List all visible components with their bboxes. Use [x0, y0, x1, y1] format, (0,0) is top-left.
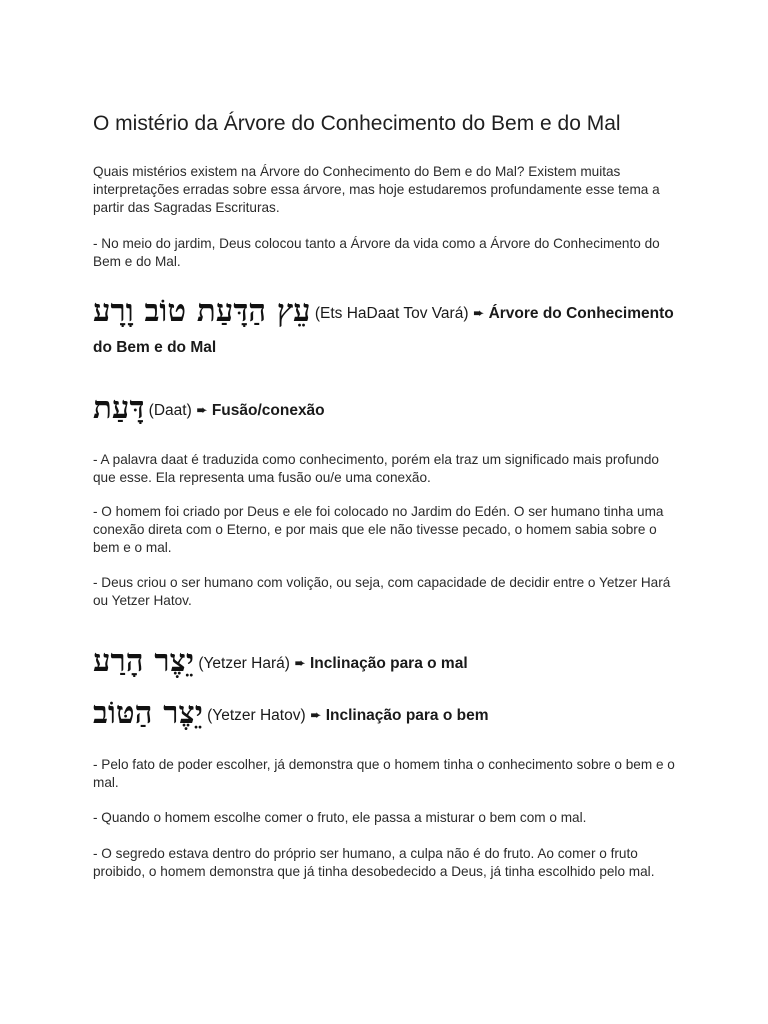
- hebrew-ets-hadaat: עֵץ הַדָּעַת טוֹב וָרָע: [93, 293, 311, 329]
- hebrew-daat: דָּעַת: [93, 390, 145, 426]
- page-title: O mistério da Árvore do Conhecimento do Bem e do Mal: [93, 112, 621, 135]
- arrow-icon: ➨: [473, 306, 484, 320]
- volicao-paragraph: - Deus criou o ser humano com volição, ou seja, com capacidade de decidir entre o Yetzer Hará ou Yetzer Hatov.: [93, 575, 671, 608]
- escolher-paragraph: - Pelo fato de poder escolher, já demonstra que o homem tinha o conhecimento sobre o bem e o mal.: [93, 757, 675, 790]
- term-daat: [93, 390, 693, 426]
- meaning-ets-hadaat: Árvore do Conhecimento do Bem e do Mal: [93, 305, 674, 356]
- translit-daat: (Daat): [148, 402, 192, 419]
- term-yetzer-hatov: [93, 695, 693, 731]
- hebrew-yetzer-hatov: יֵצֶר הַטּוֹב: [93, 695, 203, 731]
- daat-paragraph: - A palavra daat é traduzida como conhecimento, porém ela traz um significado mais profundo que esse. Ela representa uma fusão ou/e uma conexão.: [93, 452, 659, 485]
- translit-ets-hadaat: (Ets HaDaat Tov Vará): [314, 305, 469, 322]
- segredo-paragraph: - O segredo estava dentro do próprio ser humano, a culpa não é do fruto. Ao comer o fruto proibido, o homem demonstra que já tinha desobedecido a Deus, já tinha escolhido pelo mal.: [93, 846, 655, 879]
- meaning-daat: Fusão/conexão: [211, 402, 325, 419]
- arrow-icon: ➨: [196, 403, 207, 417]
- arrow-icon: ➨: [310, 708, 321, 722]
- meaning-yetzer-hara: Inclinação para o mal: [309, 655, 468, 672]
- garden-paragraph: - No meio do jardim, Deus colocou tanto a Árvore da vida como a Árvore do Conhecimento do Bem e do Mal.: [93, 236, 660, 269]
- term-ets-hadaat: [93, 294, 693, 365]
- intro-paragraph: Quais mistérios existem na Árvore do Conhecimento do Bem e do Mal? Existem muitas interpretações erradas sobre essa árvore, mas hoje estudaremos profundamente esse tema a partir das Sagradas Escrituras.: [93, 164, 660, 215]
- arrow-icon: ➨: [294, 656, 305, 670]
- term-yetzer-hara: [93, 643, 693, 679]
- meaning-yetzer-hatov: Inclinação para o bem: [325, 707, 489, 724]
- homem-paragraph: - O homem foi criado por Deus e ele foi colocado no Jardim do Edén. O ser humano tinha uma conexão direta com o Eterno, e por mais que ele não tivesse pecado, o homem sabia sobre o bem e o mal.: [93, 504, 664, 555]
- fruto-paragraph: - Quando o homem escolhe comer o fruto, ele passa a misturar o bem com o mal.: [93, 810, 587, 825]
- hebrew-yetzer-hara: יֵצֶר הָרַע: [93, 643, 194, 679]
- translit-yetzer-hatov: (Yetzer Hatov): [207, 707, 306, 724]
- translit-yetzer-hara: (Yetzer Hará): [198, 655, 290, 672]
